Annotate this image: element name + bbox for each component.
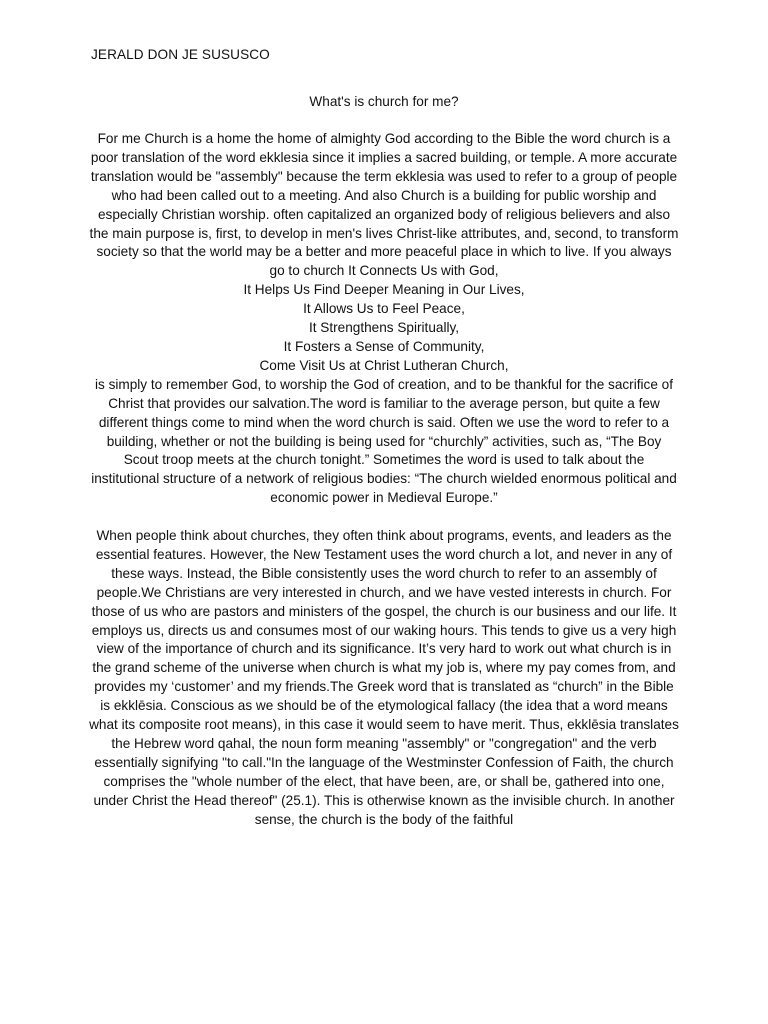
list-item: It Strengthens Spiritually, xyxy=(308,320,460,336)
list-item: It Helps Us Find Deeper Meaning in Our Lives, xyxy=(243,282,525,298)
paragraph-1 xyxy=(88,130,680,508)
author-name: JERALD DON JE SUSUSCO xyxy=(91,47,270,62)
paragraph-1-rest: is simply to remember God, to worship the God of creation, and to be thankful for the sacrifice of Christ that provides our salvation.The word is familiar to the average person, but quite a few different things come to mind when the word church is said. Often we use the word to refer to a building, whether or not the building is being used for “churchly” activities, such as, “The Boy Scout troop meets at the church tonight.” Sometimes the word is used to talk about the institutional structure of a network of religious bodies: “The church wielded enormous political and economic power in Medieval Europe.” xyxy=(91,376,677,506)
list-item: Come Visit Us at Christ Lutheran Church, xyxy=(259,357,509,373)
document-body xyxy=(88,130,680,830)
paragraph-2: When people think about churches, they often think about programs, events, and leaders as the essential features. However, the New Testament uses the word church a lot, and never in any of these ways. Instead, the Bible consistently uses the word church to refer to an assembly of people.We Christians are very interested in church, and we have vested interests in church. For those of us who are pastors and ministers of the gospel, the church is our business and our life. It employs us, directs us and consumes most of our waking hours. This tends to give us a very high view of the importance of church and its significance. It’s very hard to work out what church is in the grand scheme of the universe when church is what my job is, where my pay comes from, and provides my ‘customer’ and my friends.The Greek word that is translated as “church” in the Bible is ekklēsia. Conscious as we should be of the etymological fallacy (the idea that a word means what its composite root means), in this case it would seem to have merit. Thus, ekklēsia translates the Hebrew word qahal, the noun form meaning "assembly" or "congregation" and the verb essentially signifying "to call."In the language of the Westminster Confession of Faith, the church comprises the "whole number of the elect, that have been, are, or shall be, gathered into one, under Christ the Head thereof" (25.1). This is otherwise known as the invisible church. In another sense, the church is the body of the faithful xyxy=(89,528,679,827)
paragraph-1-intro: For me Church is a home the home of almighty God according to the Bible the word church is a poor translation of the word ekklesia since it implies a sacred building, or temple. A more accurate translation would be "assembly" because the term ekklesia was used to refer to a group of people who had been called out to a meeting. And also Church is a building for public worship and especially Christian worship. often capitalized an organized body of religious believers and also the main purpose is, first, to develop in men's lives Christ-like attributes, and, second, to transform society so that the world may be a better and more peaceful place in which to live. If you always go to church It Connects Us with God, xyxy=(89,131,679,279)
list-item: It Fosters a Sense of Community, xyxy=(283,338,485,354)
list-item: It Allows Us to Feel Peace, xyxy=(303,301,465,317)
paragraph-spacer xyxy=(88,508,680,527)
document-title: What's is church for me? xyxy=(309,94,459,109)
